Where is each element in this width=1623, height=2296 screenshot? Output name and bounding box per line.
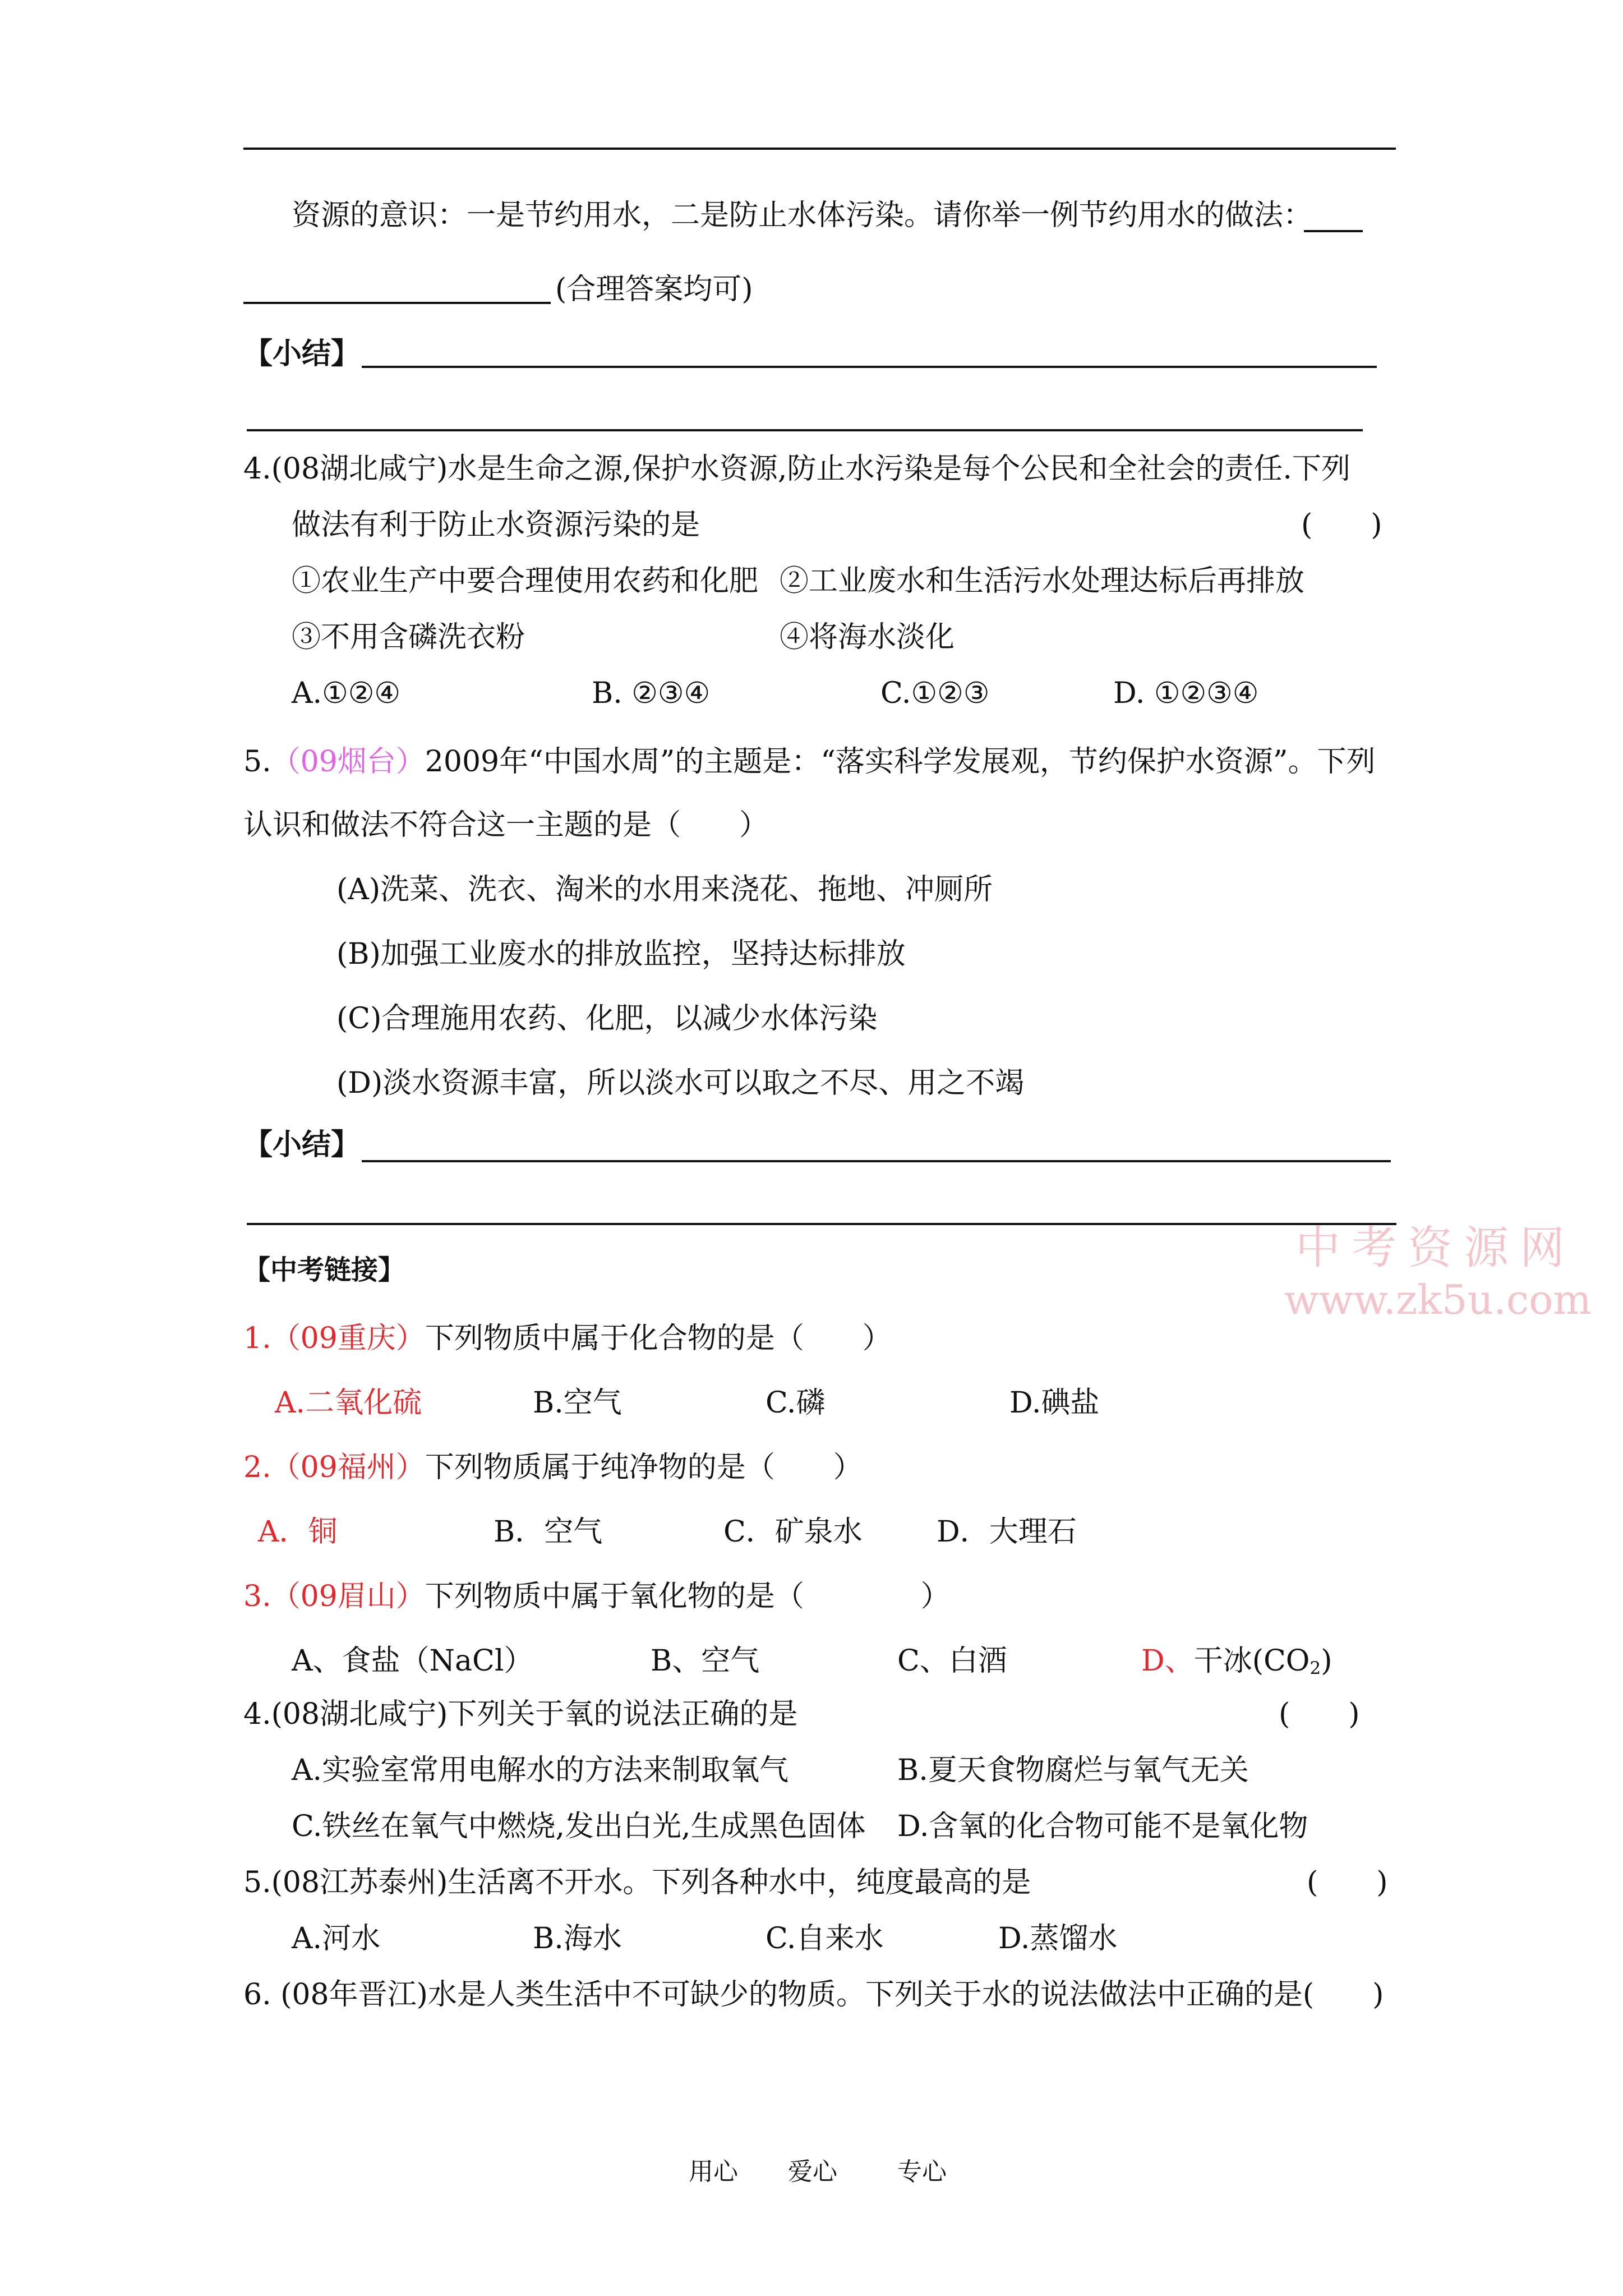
- question-stem: [243, 1324, 892, 1353]
- statement: ③不用含磷洗衣粉: [292, 620, 525, 654]
- option-d-letter: D、: [1141, 1644, 1194, 1678]
- text-line: (合理答案均可): [555, 273, 753, 306]
- question-text: 下列物质中属于化合物的是（ ）: [425, 1322, 892, 1355]
- question-number: 5.: [243, 745, 271, 779]
- option-c: C．矿泉水: [723, 1515, 863, 1549]
- question-stem: [243, 1582, 950, 1611]
- option-b: B.夏天食物腐烂与氧气无关: [897, 1754, 1249, 1787]
- watermark-text: 中考资源网: [1295, 1222, 1576, 1274]
- option-b: B.空气: [533, 1386, 622, 1420]
- question-stem: 认识和做法不符合这一主题的是（ ）: [243, 808, 769, 842]
- option-a-text: A．铜: [258, 1515, 338, 1549]
- option-c: C.磷: [766, 1386, 826, 1420]
- summary-blank: [247, 429, 1363, 431]
- answer-blank: [243, 302, 551, 304]
- summary-blank: [362, 366, 1377, 368]
- footer-text: 用心: [689, 2157, 738, 2186]
- question-stem: [243, 1453, 863, 1482]
- option-d: [1141, 1646, 1332, 1677]
- option-d: D．大理石: [937, 1515, 1077, 1549]
- question-stem: 6. (08年晋江)水是人类生活中不可缺少的物质。下列关于水的说法做法中正确的是( ): [243, 1978, 1384, 2012]
- footer-text: 爱心: [788, 2157, 837, 2186]
- answer-paren: ( ): [1301, 508, 1382, 542]
- answer-paren: ( ): [1279, 1697, 1360, 1731]
- option-b: B、空气: [651, 1644, 760, 1678]
- question-source: 2.（09福州）: [243, 1451, 425, 1484]
- option-c: C.①②③: [880, 677, 990, 710]
- option-d: (D)淡水资源丰富，所以淡水可以取之不尽、用之不竭: [336, 1066, 1025, 1100]
- summary-blank: [362, 1160, 1391, 1162]
- option-d-text: 干冰(CO: [1193, 1644, 1310, 1678]
- statement: ①农业生产中要合理使用农药和化肥: [292, 564, 759, 598]
- option-d: D.碘盐: [1009, 1386, 1100, 1420]
- question-stem: 4.(08湖北咸宁)水是生命之源,保护水资源,防止水污染是每个公民和全社会的责任.下列: [243, 452, 1350, 486]
- option-d: D. ①②③④: [1113, 677, 1259, 710]
- option-a: A.实验室常用电解水的方法来制取氧气: [292, 1754, 789, 1787]
- option-c: (C)合理施用农药、化肥，以减少水体污染: [336, 1002, 878, 1036]
- option-d: D.含氧的化合物可能不是氧化物: [897, 1810, 1308, 1843]
- option-a: (A)洗菜、洗衣、淘米的水用来浇花、拖地、冲厕所: [336, 873, 993, 907]
- question-source: 3.（09眉山）: [243, 1580, 425, 1613]
- statement: ②工业废水和生活污水处理达标后再排放: [780, 564, 1305, 598]
- option-a: A.①②④: [292, 677, 400, 710]
- footer-text: 专心: [897, 2157, 947, 2186]
- question-text: 2009年“中国水周”的主题是：“落实科学发展观，节约保护水资源”。下列: [425, 745, 1376, 779]
- answer-paren: ( ): [1307, 1866, 1388, 1899]
- question-stem: 5.(08江苏泰州)生活离不开水。下列各种水中，纯度最高的是: [243, 1866, 1031, 1899]
- option-b: B．空气: [494, 1515, 603, 1549]
- question-stem: 做法有利于防止水资源污染的是: [292, 508, 700, 542]
- question-text: 下列物质属于纯净物的是（ ）: [425, 1451, 863, 1484]
- summary-blank: [247, 1223, 1396, 1225]
- question-stem: 4.(08湖北咸宁)下列关于氧的说法正确的是: [243, 1697, 798, 1731]
- option-d-close: ): [1321, 1644, 1332, 1678]
- option-c: C、白酒: [897, 1644, 1007, 1678]
- option-b: (B)加强工业废水的排放监控，坚持达标排放: [336, 937, 906, 971]
- option-a: A.二氧化硫: [275, 1386, 422, 1420]
- watermark-url: www.zk5u.com: [1284, 1276, 1592, 1323]
- option-a: A、食盐（NaCl）: [292, 1644, 533, 1678]
- question-text: 下列物质中属于氧化物的是（ ）: [425, 1580, 950, 1613]
- answer-blank: [1304, 230, 1363, 232]
- summary-label: 【小结】: [243, 1128, 361, 1162]
- option-c: C.自来水: [766, 1922, 884, 1955]
- statement: ④将海水淡化: [780, 620, 955, 654]
- option-b: B.海水: [533, 1922, 622, 1955]
- question-source: 1.（09重庆）: [243, 1322, 425, 1355]
- option-a: A.河水: [292, 1922, 381, 1955]
- header-rule: [243, 148, 1396, 150]
- option-b: B. ②③④: [592, 677, 711, 710]
- question-source: （09烟台）: [271, 745, 425, 779]
- option-c: C.铁丝在氧气中燃烧,发出白光,生成黑色固体: [292, 1810, 866, 1843]
- section-heading: 【中考链接】: [243, 1254, 405, 1286]
- option-a: [258, 1517, 338, 1547]
- summary-label: 【小结】: [243, 337, 361, 371]
- option-d: D.蒸馏水: [998, 1922, 1118, 1955]
- subscript: 2: [1310, 1658, 1321, 1678]
- text-line: 资源的意识：一是节约用水，二是防止水体污染。请你举一例节约用水的做法：: [292, 199, 1313, 232]
- question-stem: [243, 745, 1376, 779]
